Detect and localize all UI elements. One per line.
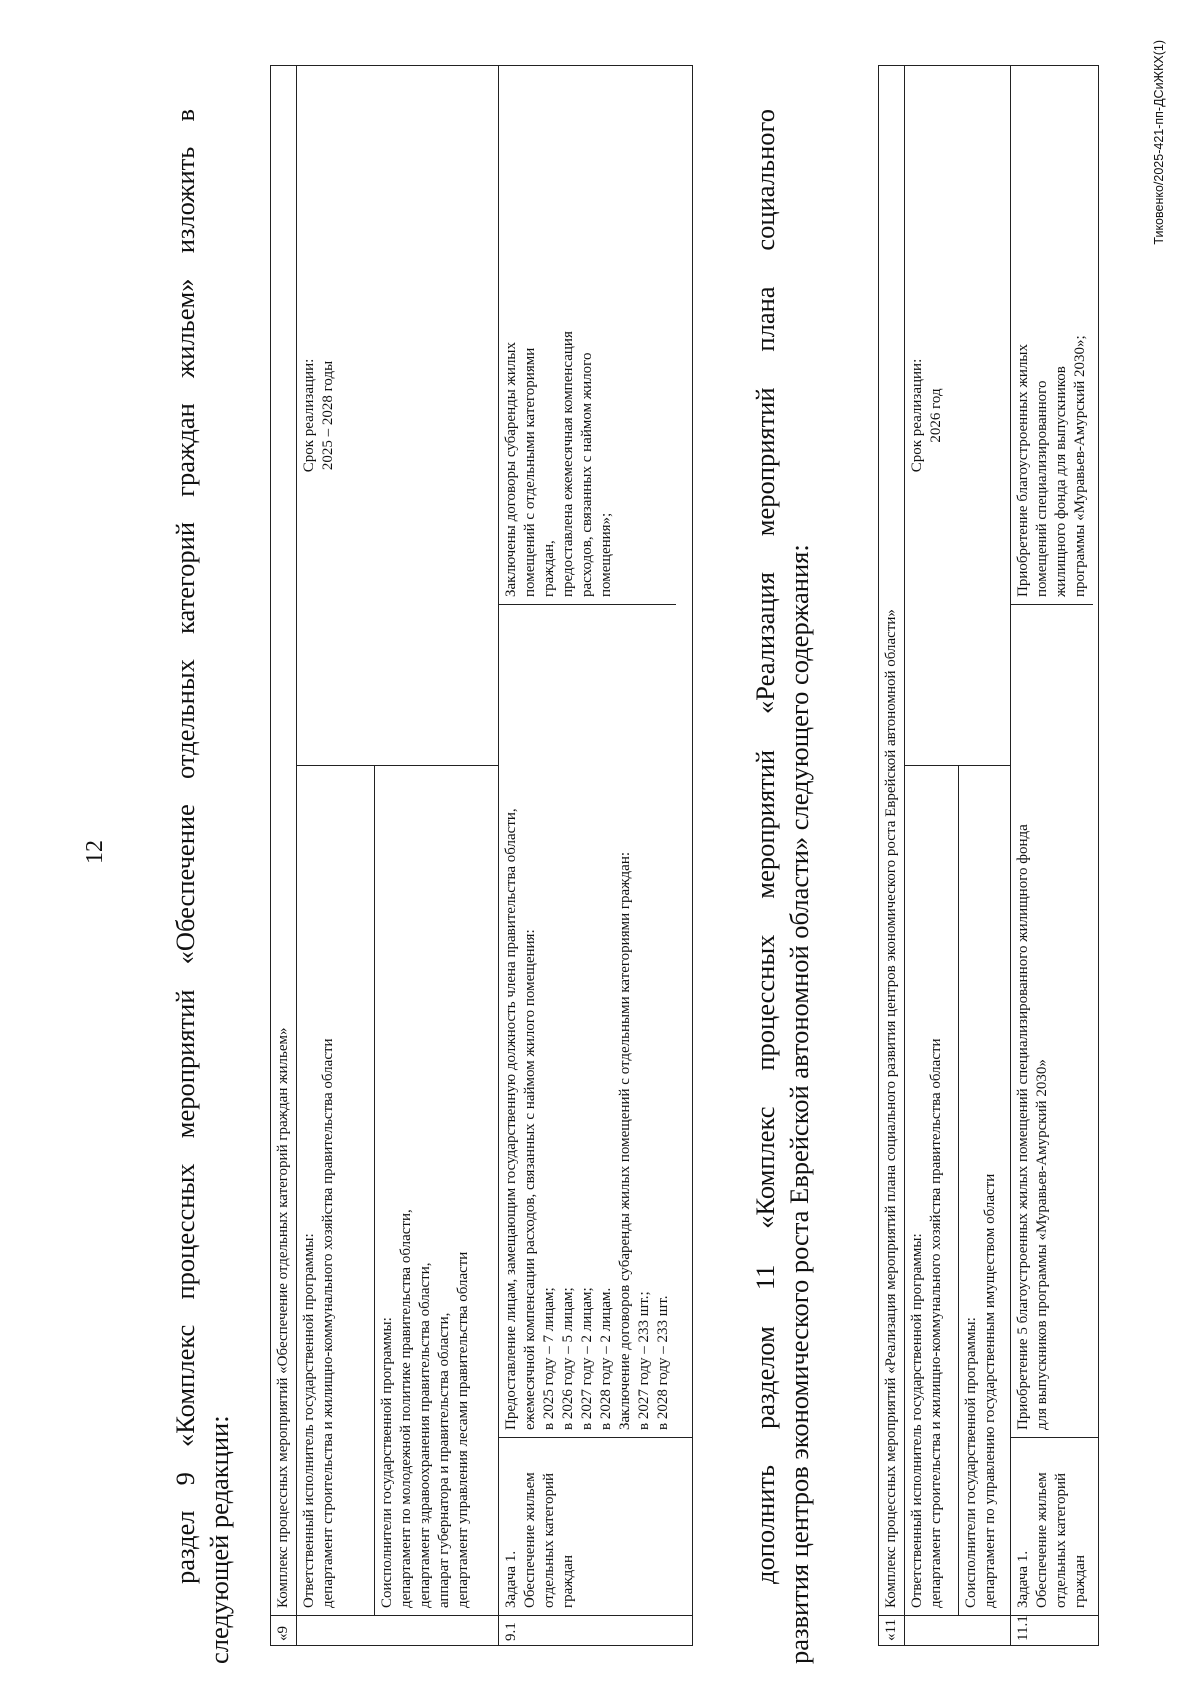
section11-intro-line2: развития центров экономического роста Еврейской автономной области» следующего содержания: xyxy=(784,544,814,1664)
section9-table xyxy=(270,65,693,1646)
result-line: предоставлена ежемесячная компенсация xyxy=(560,331,576,597)
section9-coexecutor: департамент здравоохранения правительства области, xyxy=(417,1262,433,1608)
section11-intro xyxy=(748,109,816,1664)
section11-table xyxy=(878,65,1099,1646)
section11-intro-line1: дополнить разделом 11 «Комплекс процессных мероприятий «Реализация мероприятий плана социального xyxy=(750,109,780,1584)
task-line: граждан xyxy=(1072,1555,1088,1608)
section9-coexecutor: департамент управления лесами правительства области xyxy=(455,1251,471,1608)
section9-term-cell xyxy=(297,65,499,765)
section9-term-value: 2025 – 2028 годы xyxy=(320,360,336,471)
task-line: отдельных категорий xyxy=(541,1472,557,1608)
footer-doc-id: Тиковенко/2025-421-пп-ДСиЖКХ(1) xyxy=(1152,40,1166,245)
section11-task-cell xyxy=(1011,1438,1099,1616)
result-line: помещений с отдельными категориями xyxy=(522,347,538,597)
section9-intro-line1: раздел 9 «Комплекс процессных мероприятий «Обеспечение отдельных категорий граждан жильем» изложить в xyxy=(170,109,200,1584)
measure-line: в 2028 году – 233 шт. xyxy=(655,1295,671,1430)
section9-header-text: Комплекс процессных мероприятий «Обеспечение отдельных категорий граждан жильем» xyxy=(271,65,297,1615)
section11-coexecutors-cell xyxy=(959,766,1011,1616)
task-line: Обеспечение жильем xyxy=(1034,1472,1050,1608)
result-line: программы «Муравьев-Амурский 2030»; xyxy=(1072,335,1088,597)
measure-line: в 2027 году – 2 лицам; xyxy=(579,1287,595,1430)
result-line: жилищного фонда для выпускников xyxy=(1053,366,1069,597)
section9-coexecutor: аппарат губернатора и правительства области, xyxy=(436,1312,452,1608)
section9-intro-line2: следующей редакции: xyxy=(204,1415,234,1664)
section9-intro xyxy=(168,109,236,1664)
section9-term-label: Срок реализации: xyxy=(301,358,317,473)
section11-measures-cell xyxy=(1011,605,1093,1437)
section9-coexecutors-cell xyxy=(375,766,499,1616)
section11-header-text: Комплекс процессных мероприятий «Реализация мероприятий плана социального развития центров экономического роста Еврейской автономной области» xyxy=(879,66,905,1616)
measure-line: Заключение договоров субаренды жилых помещений с отдельными категориями граждан: xyxy=(617,851,633,1430)
measure-line: в 2028 году – 2 лицам. xyxy=(598,1287,614,1430)
measure-line: Предоставление лицам, замещающим государственную должность члена правительства области, xyxy=(503,808,519,1430)
result-line: помещений специализированного xyxy=(1034,380,1050,597)
section9-executor-cell xyxy=(297,766,375,1616)
section11-coexecutor: департамент по управлению государственным имуществом области xyxy=(982,1173,998,1608)
task-line: Задача 1. xyxy=(503,1550,519,1608)
task-line: Обеспечение жильем xyxy=(522,1472,538,1608)
measure-line: Приобретение 5 благоустроенных жилых помещений специализированного жилищного фонда xyxy=(1015,824,1031,1430)
section9-coexecutor: департамент по молодежной политике правительства области, xyxy=(398,1209,414,1608)
section11-coexecutors-label: Соисполнители государственной программы: xyxy=(963,1317,979,1608)
result-line: Приобретение благоустроенных жилых xyxy=(1015,343,1031,597)
result-line: граждан, xyxy=(541,540,557,597)
section11-term-cell xyxy=(905,66,1011,766)
section11-task-number: 11.1 xyxy=(1011,1616,1099,1646)
section9-coexecutors-label: Соисполнители государственной программы: xyxy=(379,1317,395,1608)
section11-results-cell xyxy=(1011,66,1093,605)
measure-line: в 2027 году – 233 шт.; xyxy=(636,1291,652,1430)
section11-term-value: 2026 год xyxy=(928,388,944,443)
task-line: Задача 1. xyxy=(1015,1550,1031,1608)
measure-line: в 2025 году – 7 лицам; xyxy=(541,1287,557,1430)
section9-task-cell xyxy=(499,1438,693,1616)
measure-line: для выпускников программы «Муравьев-Амурский 2030» xyxy=(1034,1059,1050,1430)
section9-executor-value: департамент строительства и жилищно-коммунального хозяйства правительства области xyxy=(320,1038,336,1608)
section9-results-cell xyxy=(499,66,676,605)
section11-executor-cell xyxy=(905,766,959,1616)
result-line: Заключены договоры субаренды жилых xyxy=(503,341,519,597)
task-line: граждан xyxy=(560,1555,576,1608)
page-number: 12 xyxy=(82,840,108,864)
result-line: помещения»; xyxy=(598,512,614,597)
result-line: расходов, связанных с наймом жилого xyxy=(579,352,595,597)
section9-task-number: 9.1 xyxy=(499,1616,693,1646)
section9-header-num: «9 xyxy=(271,1616,297,1646)
measure-line: в 2026 году – 5 лицам; xyxy=(560,1287,576,1430)
section11-executor-value: департамент строительства и жилищно-коммунального хозяйства правительства области xyxy=(928,1038,944,1608)
section11-header-num: «11 xyxy=(879,1616,905,1646)
section9-measures-cell xyxy=(499,605,676,1437)
measure-line: ежемесячной компенсации расходов, связанных с наймом жилого помещения: xyxy=(522,929,538,1430)
task-line: отдельных категорий xyxy=(1053,1472,1069,1608)
section9-executor-label: Ответственный исполнитель государственной программы: xyxy=(301,1233,317,1608)
section11-term-label: Срок реализации: xyxy=(909,358,925,473)
section11-executor-label: Ответственный исполнитель государственной программы: xyxy=(909,1233,925,1608)
